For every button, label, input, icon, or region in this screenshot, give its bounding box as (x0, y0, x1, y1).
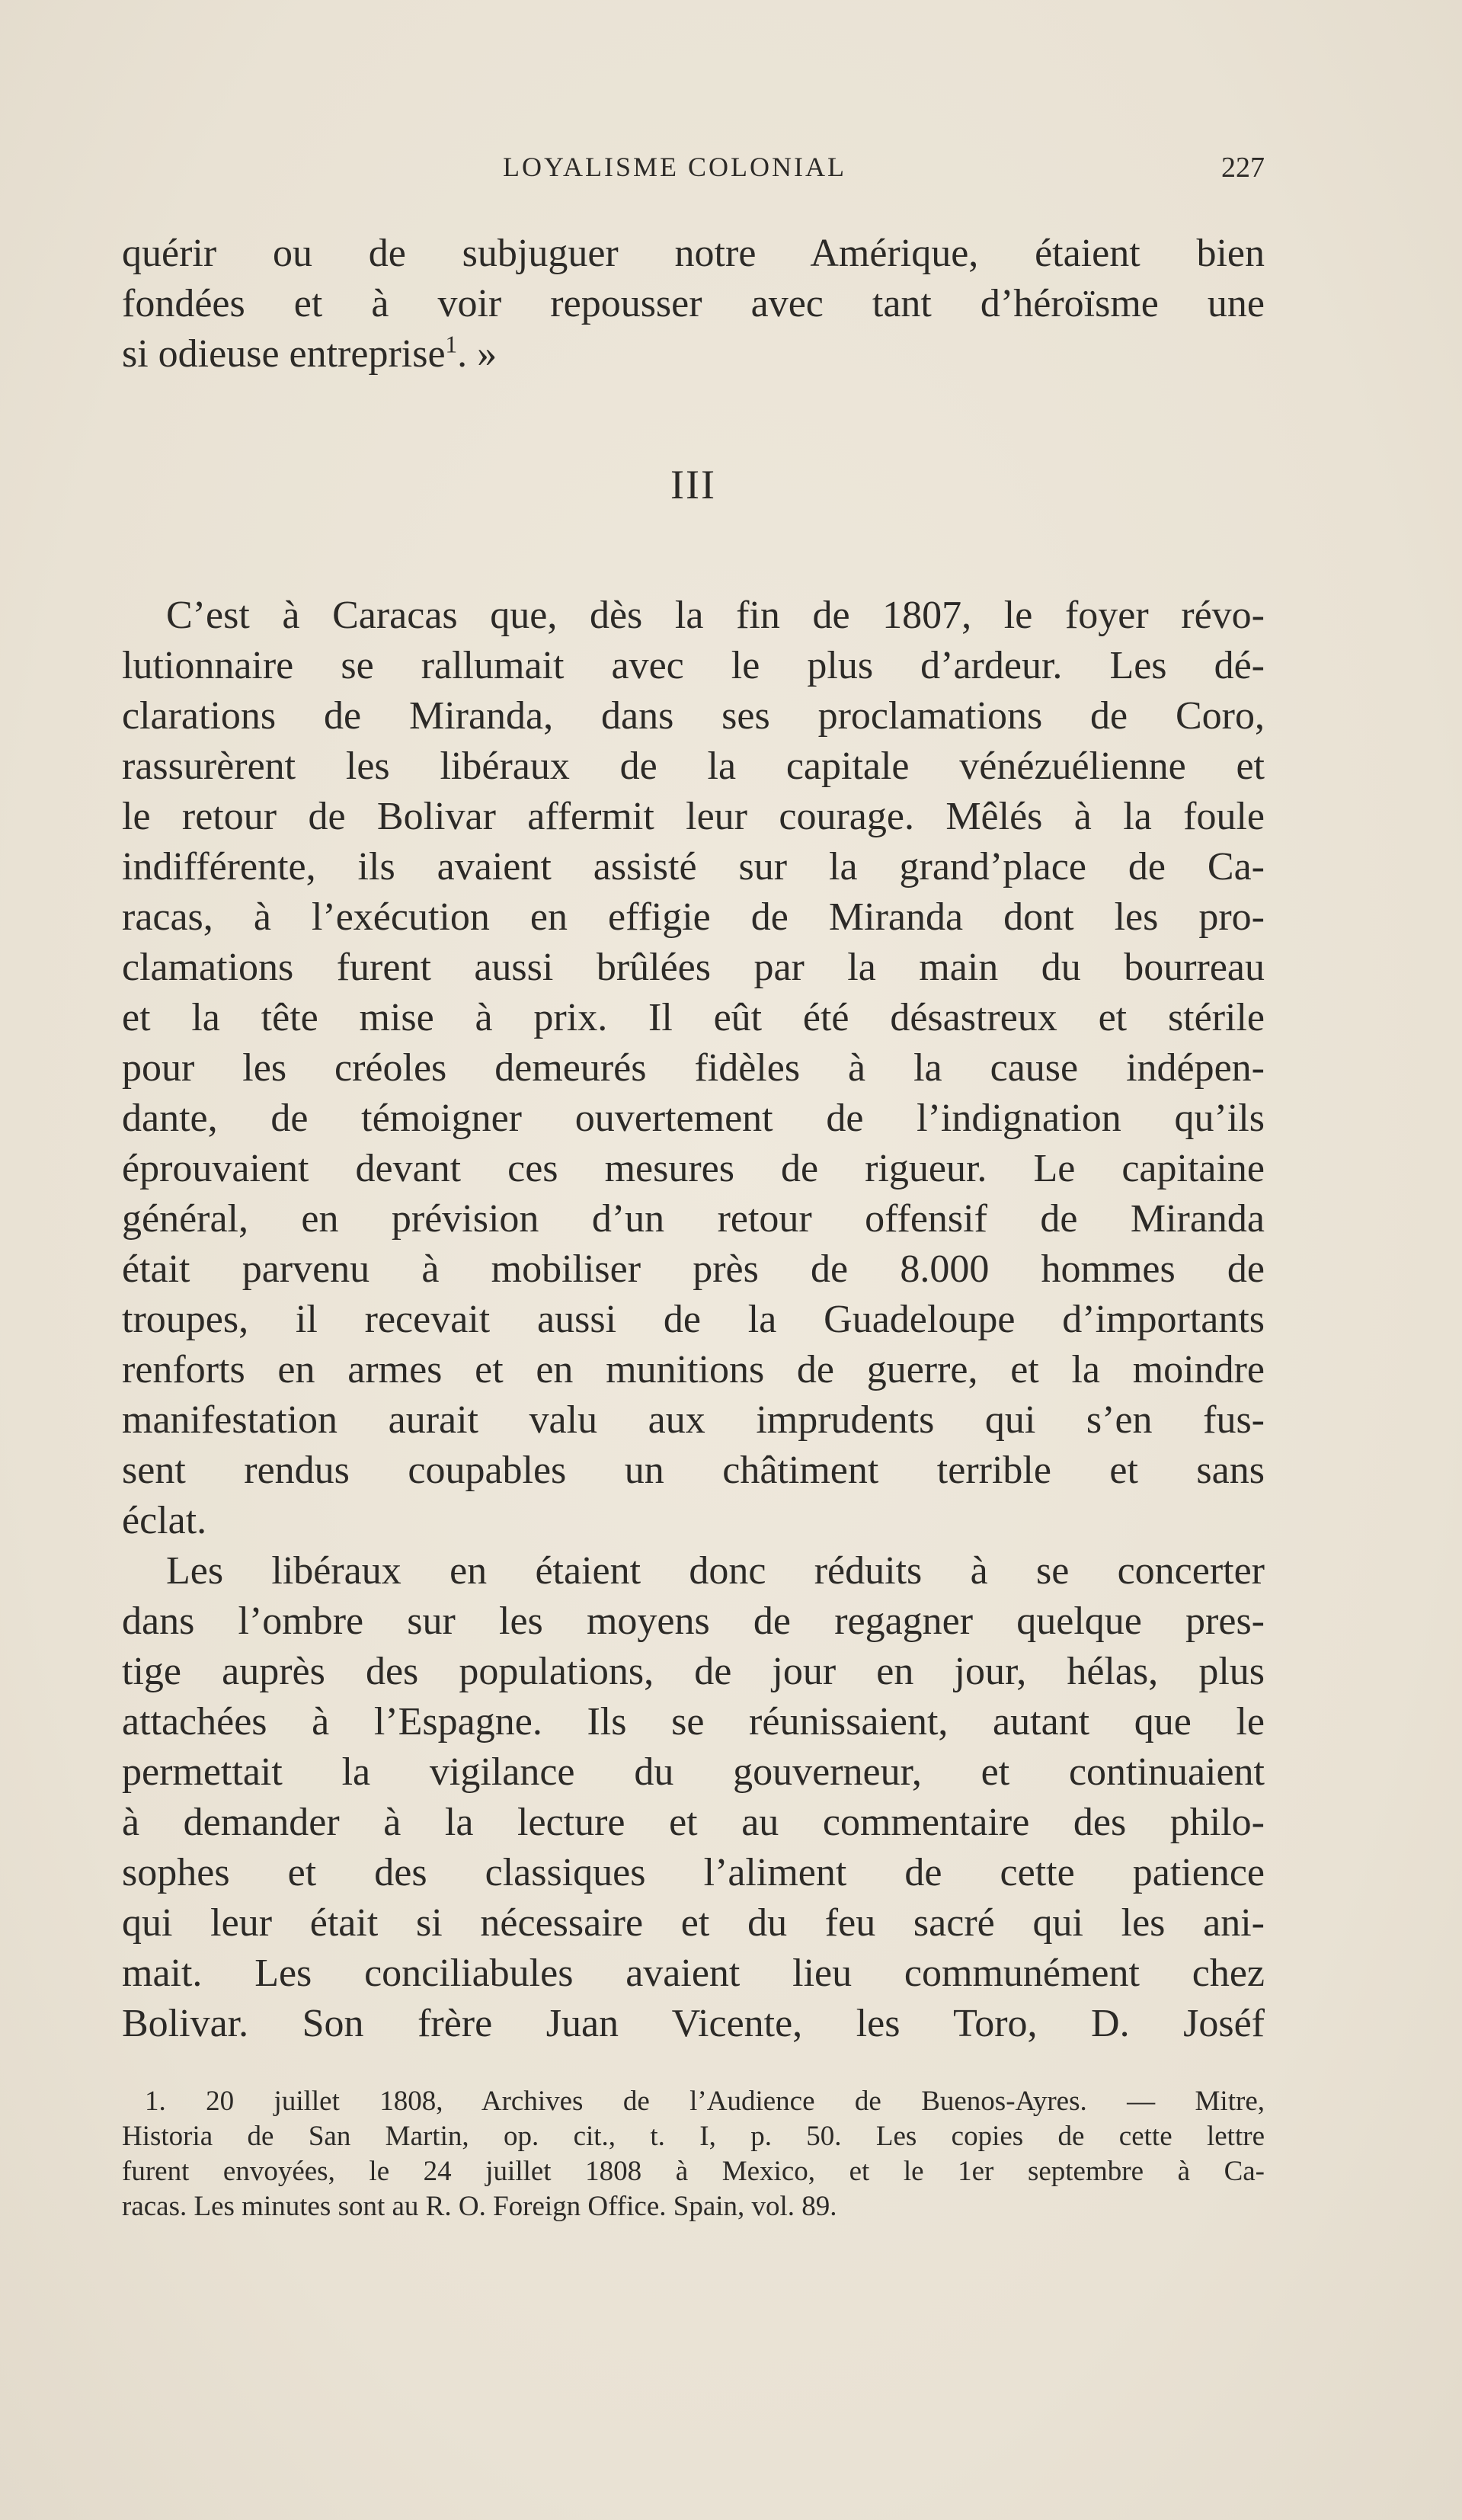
text-fragment: . » (457, 332, 497, 376)
footnote-line: 1. 20 juillet 1808, Archives de l’Audience de Buenos-Ayres. — Mitre, (145, 2086, 1265, 2117)
text-line: C’est à Caracas que, dès la fin de 1807, le foyer révo- (166, 594, 1265, 637)
text-line: permettait la vigilance du gouverneur, et continuaient (122, 1750, 1265, 1794)
text-line: fondées et à voir repousser avec tant d’héroïsme une (122, 282, 1265, 325)
text-line: clamations furent aussi brûlées par la main du bourreau (122, 946, 1265, 989)
text-line: renforts en armes et en munitions de guerre, et la moindre (122, 1348, 1265, 1391)
running-title: LOYALISME COLONIAL (503, 152, 846, 182)
text-line: et la tête mise à prix. Il eût été désastreux et stérile (122, 996, 1265, 1039)
text-line: Bolivar. Son frère Juan Vicente, les Toro, D. Joséf (122, 2002, 1265, 2045)
text-line: éclat. (122, 1499, 207, 1542)
text-line: sophes et des classiques l’aliment de cette patience (122, 1851, 1265, 1894)
page-number: 227 (1221, 152, 1265, 184)
text-line: manifestation aurait valu aux imprudents qui s’en fus- (122, 1398, 1265, 1442)
footnote-line: Historia de San Martin, op. cit., t. I, p. 50. Les copies de cette lettre (122, 2121, 1265, 2152)
text-line: troupes, il recevait aussi de la Guadeloupe d’importants (122, 1298, 1265, 1341)
text-line: pour les créoles demeurés fidèles à la cause indépen- (122, 1046, 1265, 1090)
text-line: rassurèrent les libéraux de la capitale vénézuélienne et (122, 744, 1265, 788)
text-line: éprouvaient devant ces mesures de rigueur. Le capitaine (122, 1147, 1265, 1190)
text-line: qui leur était si nécessaire et du feu sacré qui les ani- (122, 1901, 1265, 1945)
text-line: était parvenu à mobiliser près de 8.000 hommes de (122, 1247, 1265, 1291)
text-line (122, 329, 1265, 379)
text-line: général, en prévision d’un retour offensif de Miranda (122, 1197, 1265, 1241)
text-line: lutionnaire se rallumait avec le plus d’ardeur. Les dé- (122, 644, 1265, 687)
text-line: dans l’ombre sur les moyens de regagner quelque pres- (122, 1599, 1265, 1643)
text-line: mait. Les conciliabules avaient lieu communément chez (122, 1952, 1265, 1995)
text-fragment: si odieuse entreprise (122, 332, 446, 376)
text-line: le retour de Bolivar affermit leur courage. Mêlés à la foule (122, 795, 1265, 838)
text-line: racas, à l’exécution en effigie de Miranda dont les pro- (122, 895, 1265, 939)
text-line: attachées à l’Espagne. Ils se réunissaient, autant que le (122, 1700, 1265, 1744)
text-line: sent rendus coupables un châtiment terrible et sans (122, 1449, 1265, 1492)
text-line: indifférente, ils avaient assisté sur la grand’place de Ca- (122, 845, 1265, 889)
text-line: clarations de Miranda, dans ses proclamations de Coro, (122, 694, 1265, 738)
text-line: tige auprès des populations, de jour en jour, hélas, plus (122, 1650, 1265, 1693)
text-line: à demander à la lecture et au commentaire des philo- (122, 1801, 1265, 1844)
section-heading: III (670, 462, 716, 508)
footnote-marker: 1 (445, 331, 458, 358)
text-line: dante, de témoigner ouvertement de l’indignation qu’ils (122, 1097, 1265, 1140)
text-line: Les libéraux en étaient donc réduits à se concerter (166, 1549, 1265, 1593)
footnote-line: furent envoyées, le 24 juillet 1808 à Mexico, et le 1er septembre à Ca- (122, 2156, 1265, 2187)
page-header (122, 151, 1265, 197)
footnote-line: racas. Les minutes sont au R. O. Foreign Office. Spain, vol. 89. (122, 2191, 837, 2222)
text-line: quérir ou de subjuguer notre Amérique, étaient bien (122, 232, 1265, 275)
